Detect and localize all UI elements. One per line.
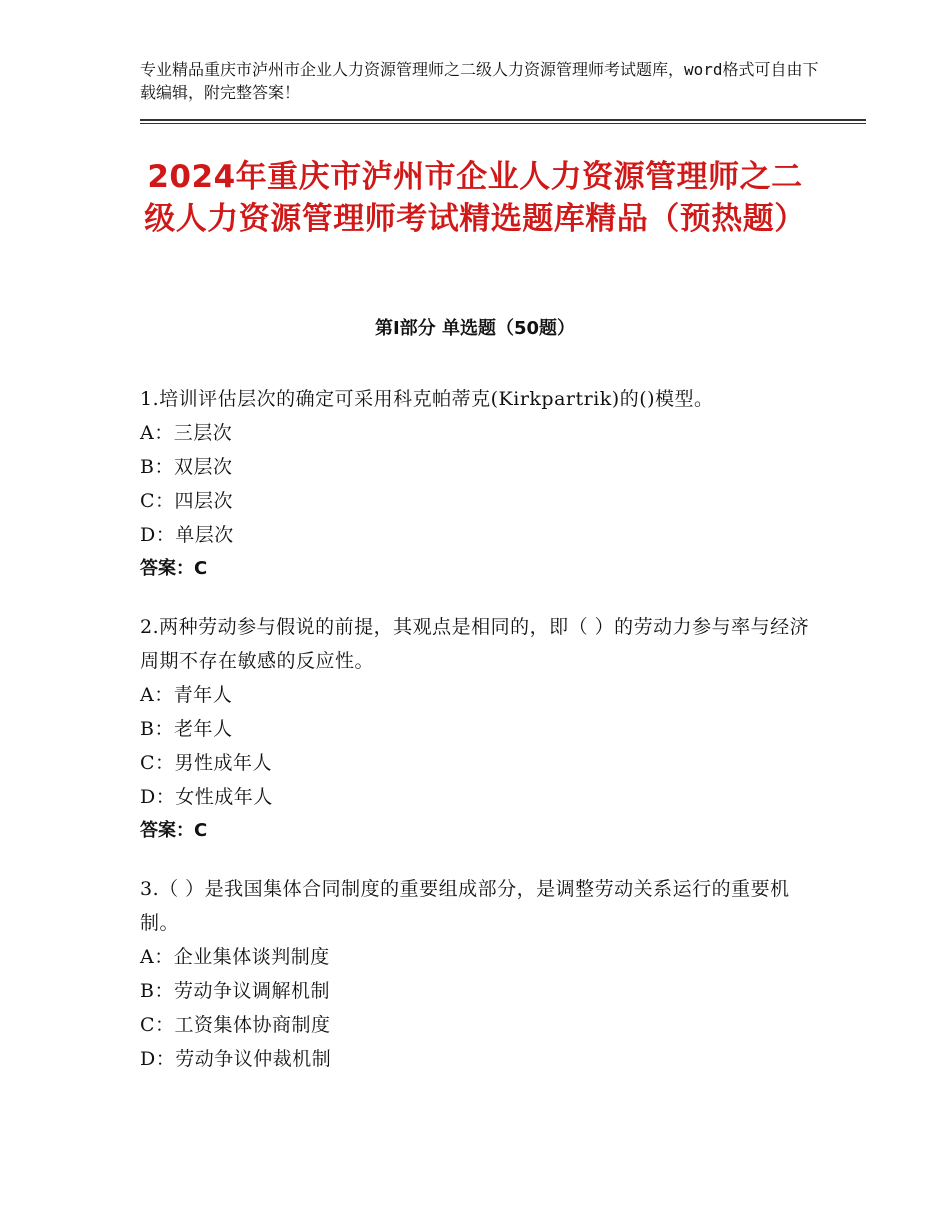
option-a: A：企业集体谈判制度 — [140, 946, 330, 968]
option-d: D：女性成年人 — [140, 786, 273, 808]
option-b: B：双层次 — [140, 456, 233, 478]
option-b: B：劳动争议调解机制 — [140, 980, 330, 1002]
option-c: C：工资集体协商制度 — [140, 1014, 331, 1036]
header-rule-thin — [140, 123, 866, 124]
option-c: C：男性成年人 — [140, 752, 273, 774]
option-a: A：青年人 — [140, 684, 233, 706]
question-2 — [140, 610, 810, 848]
document-title: 2024年重庆市泸州市企业人力资源管理师之二级人力资源管理师考试精选题库精品（预热题） — [144, 159, 806, 237]
header-note: 专业精品重庆市泸州市企业人力资源管理师之二级人力资源管理师考试题库，word格式可自由下载编辑，附完整答案！ — [140, 60, 819, 102]
answer-line: 答案：C — [140, 558, 208, 579]
option-d: D：单层次 — [140, 524, 234, 546]
answer-line: 答案：C — [140, 820, 208, 841]
question-stem: 2.两种劳动参与假说的前提，其观点是相同的，即（ ）的劳动力参与率与经济周期不存在敏感的反应性。 — [140, 616, 810, 672]
option-a: A：三层次 — [140, 422, 233, 444]
question-list — [140, 382, 810, 1100]
question-stem: 3.（ ）是我国集体合同制度的重要组成部分，是调整劳动关系运行的重要机制。 — [140, 878, 790, 934]
option-d: D：劳动争议仲裁机制 — [140, 1048, 332, 1070]
question-3 — [140, 872, 810, 1076]
question-stem: 1.培训评估层次的确定可采用科克帕蒂克(Kirkpartrik)的()模型。 — [140, 388, 714, 410]
option-b: B：老年人 — [140, 718, 233, 740]
header-rule — [140, 119, 866, 121]
option-c: C：四层次 — [140, 490, 234, 512]
question-1 — [140, 382, 810, 586]
section-heading: 第Ⅰ部分 单选题（50题） — [374, 318, 575, 339]
